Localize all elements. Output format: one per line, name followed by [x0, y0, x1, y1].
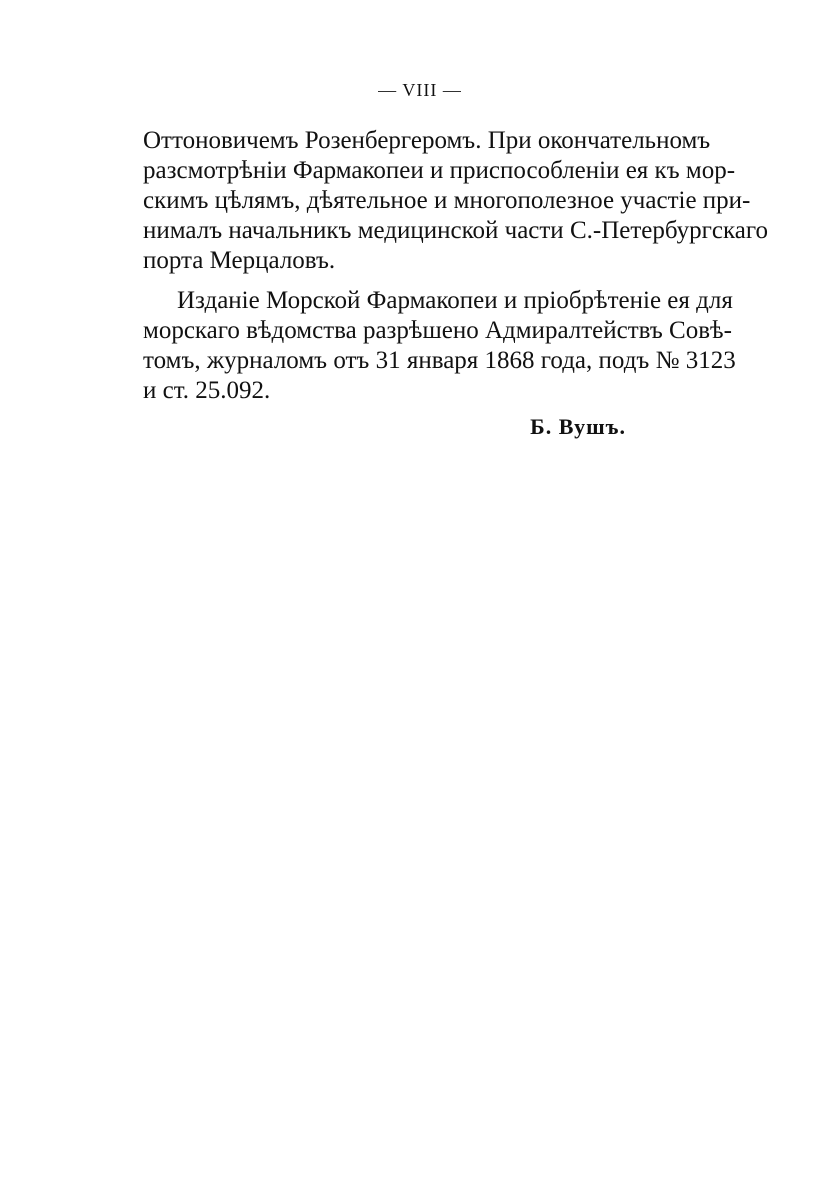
text-line: Оттоновичемъ Розенбергеромъ. При окончательномъ	[143, 127, 711, 154]
text-line: морскаго вѣдомства разрѣшено Адмиралтействъ Совѣ-	[143, 317, 732, 344]
paragraph-1	[143, 126, 768, 276]
signature: Б. Вушъ.	[530, 414, 626, 439]
page-number: — VIII —	[378, 80, 462, 100]
text-line: порта Мерцаловъ.	[143, 247, 336, 274]
text-line: Изданіе Морской Фармакопеи и пріобрѣтеніе ея для	[177, 287, 733, 314]
text-line: скимъ цѣлямъ, дѣятельное и многополезное участіе при-	[143, 187, 751, 214]
text-line: нималъ начальникъ медицинской части С.-Петербургскаго	[143, 217, 768, 244]
text-line: разсмотрѣніи Фармакопеи и приспособленіи ея къ мор-	[143, 157, 736, 184]
text-line: томъ, журналомъ отъ 31 января 1868 года, подъ № 3123	[143, 347, 736, 374]
paragraph-2	[143, 286, 736, 406]
text-line: и ст. 25.092.	[143, 377, 271, 404]
